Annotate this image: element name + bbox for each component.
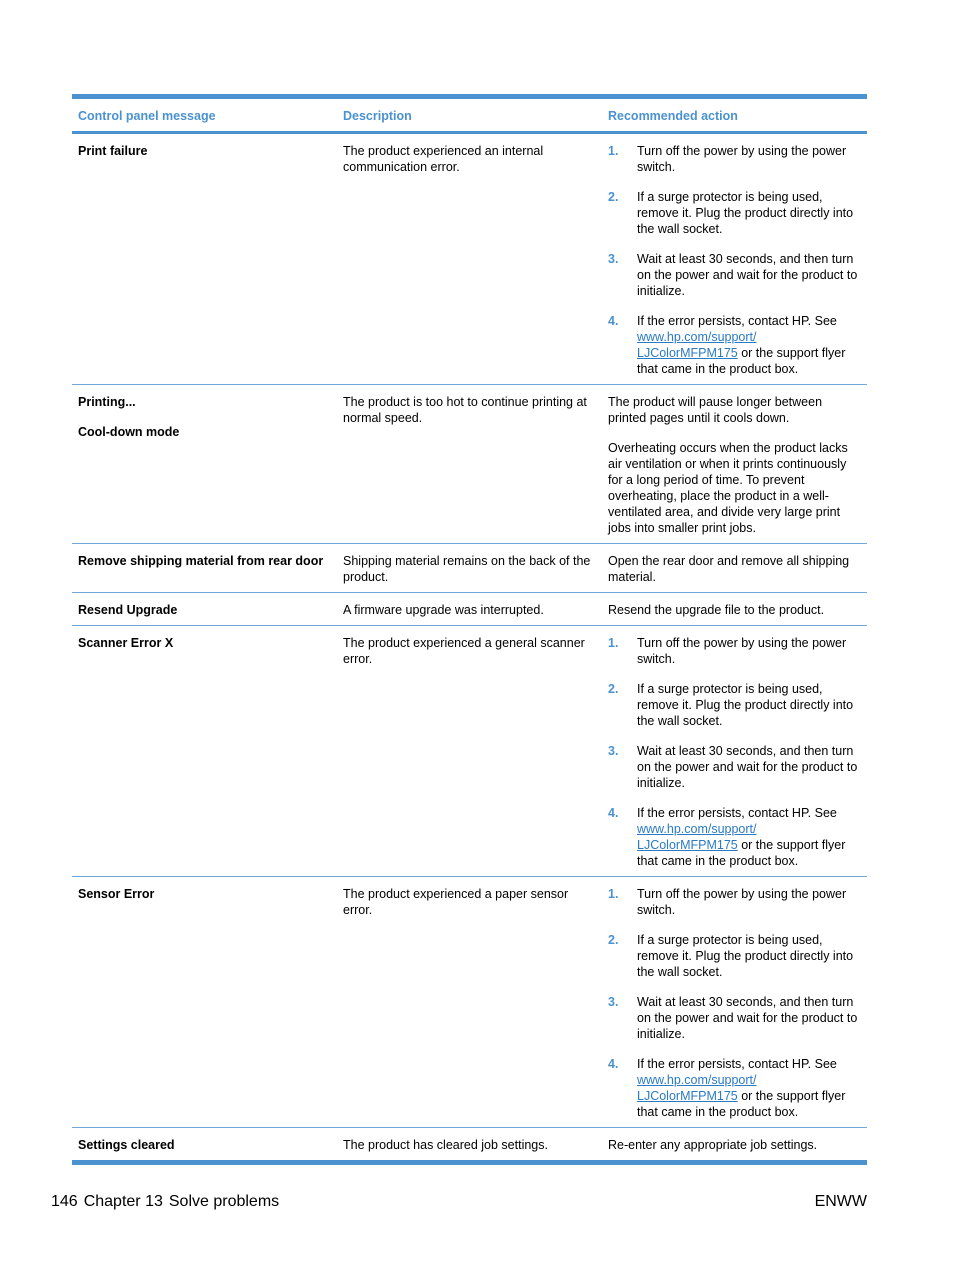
support-link[interactable]: LJColorMFPM175 bbox=[637, 346, 738, 360]
description-cell: The product experienced an internal communication error. bbox=[343, 144, 544, 174]
action-cell bbox=[602, 626, 867, 876]
step-text: If a surge protector is being used, remove it. Plug the product directly into the wall socket. bbox=[637, 190, 854, 236]
step-item bbox=[608, 251, 861, 299]
step-text-part: If the error persists, contact HP. See bbox=[637, 1057, 837, 1071]
step-item bbox=[608, 805, 861, 869]
step-number: 2. bbox=[608, 190, 619, 204]
support-link[interactable]: www.hp.com/support/ bbox=[637, 1073, 757, 1087]
action-cell: Resend the upgrade file to the product. bbox=[608, 603, 825, 617]
step-item bbox=[608, 1056, 861, 1120]
message-cell: Resend Upgrade bbox=[78, 603, 178, 617]
description-cell: A firmware upgrade was interrupted. bbox=[343, 603, 544, 617]
table-row-resend-upgrade bbox=[72, 592, 867, 625]
table-row-remove-shipping bbox=[72, 543, 867, 592]
description-cell: The product experienced a paper sensor error. bbox=[343, 887, 569, 917]
action-steps bbox=[608, 143, 861, 377]
table-header bbox=[72, 99, 867, 134]
error-message-table bbox=[72, 94, 867, 1165]
action-cell: Re-enter any appropriate job settings. bbox=[608, 1138, 818, 1152]
step-item bbox=[608, 886, 861, 918]
message-cell: Remove shipping material from rear door bbox=[78, 554, 324, 568]
step-text-part: or the support flyer that came in the product box. bbox=[637, 1089, 846, 1119]
action-cell: Open the rear door and remove all shipping material. bbox=[608, 554, 850, 584]
step-item bbox=[608, 932, 861, 980]
step-text-part: or the support flyer that came in the product box. bbox=[637, 838, 846, 868]
action-cell bbox=[602, 134, 867, 384]
message-cell: Print failure bbox=[78, 144, 148, 158]
header-message: Control panel message bbox=[78, 109, 216, 123]
step-text: Turn off the power by using the power switch. bbox=[637, 144, 847, 174]
support-link[interactable]: www.hp.com/support/ bbox=[637, 330, 757, 344]
message-cell: Settings cleared bbox=[78, 1138, 175, 1152]
support-link[interactable]: www.hp.com/support/ bbox=[637, 822, 757, 836]
step-item bbox=[608, 994, 861, 1042]
step-number: 2. bbox=[608, 933, 619, 947]
action-steps bbox=[608, 886, 861, 1120]
step-text: Turn off the power by using the power switch. bbox=[637, 636, 847, 666]
step-text bbox=[637, 1056, 861, 1120]
action-paragraph: Overheating occurs when the product lacks air ventilation or when it prints continuously for a long period of time. To prevent overheating, place the product in a well-ventilated area, and divide very large print jobs into smaller print jobs. bbox=[608, 441, 848, 535]
action-steps bbox=[608, 635, 861, 869]
step-number: 3. bbox=[608, 744, 619, 758]
step-text: Wait at least 30 seconds, and then turn on the power and wait for the product to initialize. bbox=[637, 995, 858, 1041]
support-link[interactable]: LJColorMFPM175 bbox=[637, 1089, 738, 1103]
action-paragraph: The product will pause longer between printed pages until it cools down. bbox=[608, 395, 823, 425]
step-item bbox=[608, 635, 861, 667]
step-text-part: or the support flyer that came in the product box. bbox=[637, 346, 846, 376]
step-item bbox=[608, 143, 861, 175]
action-cell bbox=[602, 877, 867, 1127]
table-row-cool-down bbox=[72, 384, 867, 543]
step-item bbox=[608, 313, 861, 377]
step-item bbox=[608, 681, 861, 729]
step-text: Wait at least 30 seconds, and then turn on the power and wait for the product to initialize. bbox=[637, 744, 858, 790]
step-number: 1. bbox=[608, 144, 619, 158]
footer-label: ENWW bbox=[814, 1193, 867, 1210]
step-number: 1. bbox=[608, 887, 619, 901]
step-text: Wait at least 30 seconds, and then turn on the power and wait for the product to initialize. bbox=[637, 252, 858, 298]
step-number: 3. bbox=[608, 995, 619, 1009]
message-line: Printing... bbox=[78, 395, 136, 409]
table-row-sensor-error bbox=[72, 876, 867, 1127]
action-cell bbox=[602, 385, 867, 543]
step-text-part: If the error persists, contact HP. See bbox=[637, 314, 837, 328]
table-row-scanner-error bbox=[72, 625, 867, 876]
step-item bbox=[608, 743, 861, 791]
support-link[interactable]: LJColorMFPM175 bbox=[637, 838, 738, 852]
description-cell: The product has cleared job settings. bbox=[343, 1138, 548, 1152]
step-item bbox=[608, 189, 861, 237]
chapter-label: Chapter 13 bbox=[83, 1193, 163, 1210]
header-action: Recommended action bbox=[608, 109, 738, 123]
section-title: Solve problems bbox=[168, 1193, 280, 1210]
step-number: 4. bbox=[608, 806, 619, 820]
description-cell: Shipping material remains on the back of the product. bbox=[343, 554, 591, 584]
header-description: Description bbox=[343, 109, 412, 123]
footer-left bbox=[51, 1192, 279, 1212]
table-row-settings-cleared bbox=[72, 1127, 867, 1160]
table-row-print-failure bbox=[72, 134, 867, 384]
step-text bbox=[637, 313, 861, 377]
step-text-part: If the error persists, contact HP. See bbox=[637, 806, 837, 820]
step-text: Turn off the power by using the power switch. bbox=[637, 887, 847, 917]
description-cell: The product is too hot to continue printing at normal speed. bbox=[343, 395, 587, 425]
step-text bbox=[637, 805, 861, 869]
step-number: 1. bbox=[608, 636, 619, 650]
description-cell: The product experienced a general scanner error. bbox=[343, 636, 585, 666]
step-text: If a surge protector is being used, remove it. Plug the product directly into the wall socket. bbox=[637, 682, 854, 728]
page-number: 146 bbox=[51, 1193, 78, 1210]
step-number: 4. bbox=[608, 1057, 619, 1071]
message-cell: Sensor Error bbox=[78, 887, 155, 901]
step-text: If a surge protector is being used, remove it. Plug the product directly into the wall socket. bbox=[637, 933, 854, 979]
message-cell: Scanner Error X bbox=[78, 636, 174, 650]
message-cell bbox=[72, 385, 337, 543]
message-line: Cool-down mode bbox=[78, 425, 180, 439]
step-number: 3. bbox=[608, 252, 619, 266]
step-number: 4. bbox=[608, 314, 619, 328]
step-number: 2. bbox=[608, 682, 619, 696]
